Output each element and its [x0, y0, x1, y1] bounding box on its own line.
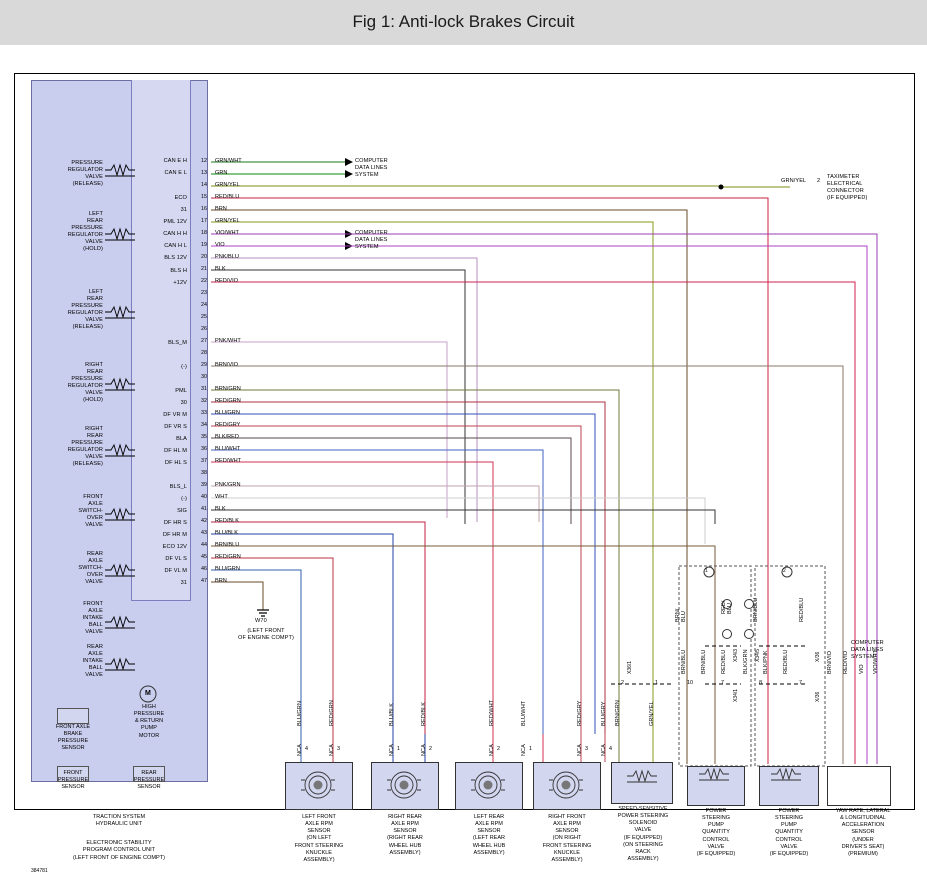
pin-number: 47 [201, 578, 207, 584]
ground-ref-label: W70 [255, 618, 267, 624]
valve-label: REAR AXLE INTAKE BALL VALVE [82, 644, 103, 678]
pin-number: 26 [201, 326, 207, 332]
wire-name: BRN/BLU [215, 542, 240, 548]
wire-name: GRN/WHT [215, 158, 242, 164]
page-title: Fig 1: Anti-lock Brakes Circuit [352, 12, 575, 31]
front-pressure-sensor-label: FRONT PRESSURE SENSOR [57, 770, 89, 791]
ps-pump1-caption: POWER STEERING PUMP QUANTITY CONTROL VALVE (IF EQUIPPED) [696, 808, 736, 857]
wire-name: GRN/YEL [215, 218, 240, 224]
signal-label: CAN E H [163, 158, 187, 164]
wire-label-vert: BRN/GRN [615, 700, 621, 726]
component-pin: 8 [759, 680, 762, 686]
wire-name: BRN [215, 206, 227, 212]
pin-number: 32 [201, 398, 207, 404]
pin-number: 35 [201, 434, 207, 440]
signal-label: (-) [181, 496, 187, 502]
signal-label: DF VR M [163, 412, 187, 418]
component-pin: 2 [621, 680, 624, 686]
wire-label-vert: GRN/YEL [649, 701, 655, 726]
nca-label: NCA [389, 744, 395, 756]
valve-label: REAR AXLE SWITCH- OVER VALVE [78, 551, 103, 585]
nca-label: NCA [489, 744, 495, 756]
pin-number: 12 [201, 158, 207, 164]
wire-name: VIO/WHT [215, 230, 239, 236]
wire-name: RED/GRN [215, 398, 241, 404]
wire-label-vert: BRN/ BLU [675, 608, 687, 622]
component-pin: 7 [721, 680, 724, 686]
pin-number: 20 [201, 254, 207, 260]
signal-label: BLA [176, 436, 187, 442]
nca-label: NCA [577, 744, 583, 756]
wire-label-vert: RED/BLU [799, 597, 805, 622]
wire-label-vert: VIO/WHT [873, 650, 879, 674]
wire-label-vert: RED/BLK [421, 702, 427, 726]
wire-label-vert: BRN/BLU [701, 649, 707, 674]
signal-label: PML [175, 388, 187, 394]
splice-label: X36/1 [627, 660, 633, 674]
wire-label-vert: BLU/GRN [297, 701, 303, 726]
pin-number: 23 [201, 290, 207, 296]
wire-label-vert: RED/GRY [577, 700, 583, 726]
figure-id: 384781 [31, 868, 48, 874]
ecu-title: ELECTRONIC STABILITY PROGRAM CONTROL UNIT (LEFT FRONT OF ENGINE COMPT) [72, 840, 166, 861]
signal-label: ECO [174, 195, 187, 201]
wire-label-vert: BLK/GRN [743, 649, 749, 674]
wire-label-vert: BLU/BLK [389, 702, 395, 726]
nca-label: NCA [329, 744, 335, 756]
signal-label: CAN H L [164, 243, 187, 249]
wire-name: BLU/GRN [215, 566, 240, 572]
valve-label: RIGHT REAR PRESSURE REGULATOR VALVE (HOLD) [67, 362, 103, 403]
valve-label: PRESSURE REGULATOR VALVE (RELEASE) [67, 160, 103, 187]
wire-label-vert: RED/VIO [843, 650, 849, 674]
component-pin: 1 [397, 746, 400, 752]
taximeter-wire-label: GRN/YEL [781, 178, 807, 184]
pin-number: 41 [201, 506, 207, 512]
signal-label: DF HR S [163, 520, 187, 526]
pin-number: 38 [201, 470, 207, 476]
computer-data-lines-3: COMPUTER DATA LINES SYSTEM [851, 640, 884, 660]
wire-name: PNK/BLU [215, 254, 239, 260]
valve-label: FRONT AXLE SWITCH- OVER VALVE [78, 494, 103, 528]
pin-number: 21 [201, 266, 207, 272]
motor-symbol-svg [15, 74, 215, 809]
valve-label: FRONT AXLE INTAKE BALL VALVE [82, 601, 103, 635]
signal-label: +12V [173, 280, 187, 286]
signal-label: (-) [181, 364, 187, 370]
ps-pump2-caption: POWER STEERING PUMP QUANTITY CONTROL VALVE (IF EQUIPPED) [769, 808, 809, 857]
nca-label: NCA [297, 744, 303, 756]
signal-label: DF HL S [165, 460, 187, 466]
wire-label-vert: VIO [859, 664, 865, 674]
pin-number: 24 [201, 302, 207, 308]
computer-data-lines-1: COMPUTER DATA LINES SYSTEM [355, 158, 388, 178]
wire-name: BLU/GRN [215, 410, 240, 416]
pin-number: 15 [201, 194, 207, 200]
wire-name: BLK [215, 266, 226, 272]
signal-label: SIG [177, 508, 187, 514]
pin-number: 29 [201, 362, 207, 368]
wire-name: BLK/RED [215, 434, 239, 440]
yaw-sensor-caption: YAW RATE, LATERAL & LONGITUDINAL ACCELERATION SENSOR (UNDER DRIVER'S SEAT) (PREMIUM) [835, 808, 891, 857]
ground-caption: (LEFT FRONT OF ENGINE COMPT) [238, 628, 294, 641]
pin-number: 17 [201, 218, 207, 224]
lr-sensor-caption: LEFT REAR AXLE RPM SENSOR (LEFT REAR WHEEL HUB ASSEMBLY) [472, 814, 506, 856]
rf-sensor-caption: RIGHT FRONT AXLE RPM SENSOR (ON RIGHT FRONT STEERING KNUCKLE ASSEMBLY) [542, 814, 592, 863]
signal-label: CAN E L [164, 170, 187, 176]
pin-number: 18 [201, 230, 207, 236]
signal-label: 30 [180, 400, 187, 406]
valve-label: LEFT REAR PRESSURE REGULATOR VALVE (RELEASE) [67, 289, 103, 330]
pin-number: 33 [201, 410, 207, 416]
wire-name: PNK/WHT [215, 338, 241, 344]
pin-number: 36 [201, 446, 207, 452]
pump-motor-label: HIGH PRESSURE & RETURN PUMP MOTOR [133, 704, 165, 739]
pin-number: 31 [201, 386, 207, 392]
component-pin: 2 [429, 746, 432, 752]
component-pin: 1 [529, 746, 532, 752]
valve-label: LEFT REAR PRESSURE REGULATOR VALVE (HOLD) [67, 211, 103, 252]
splice-number: 2 [783, 568, 786, 574]
taximeter-connector-label: TAXIMETER ELECTRICAL CONNECTOR (IF EQUIPPED) [827, 174, 868, 201]
wire-name: VIO [215, 242, 225, 248]
pin-number: 19 [201, 242, 207, 248]
pin-number: 13 [201, 170, 207, 176]
diagram-frame [14, 73, 915, 874]
signal-label: PML 12V [163, 219, 187, 225]
hydraulic-unit-label: TRACTION SYSTEM HYDRAULIC UNIT [92, 814, 146, 828]
splice-label: X34/5 [755, 648, 761, 662]
pin-number: 42 [201, 518, 207, 524]
pin-number: 30 [201, 374, 207, 380]
wire-label-vert: RED/ BLU [721, 600, 733, 614]
nca-label: NCA [601, 744, 607, 756]
signal-label: 31 [180, 207, 187, 213]
valve-label: RIGHT REAR PRESSURE REGULATOR VALVE (RELEASE) [67, 426, 103, 467]
pin-number: 45 [201, 554, 207, 560]
wire-name: RED/GRY [215, 422, 241, 428]
rear-pressure-sensor-label: REAR PRESSURE SENSOR [133, 770, 165, 791]
wire-name: WHT [215, 494, 228, 500]
speed-valve-caption: SPEED-SENSITIVE POWER STEERING SOLENOID VALVE (IF EQUIPPED) (ON STEERING RACK ASSEMBLY) [617, 806, 669, 862]
wire-name: BLU/WHT [215, 446, 241, 452]
nca-label: NCA [521, 744, 527, 756]
taximeter-pin: 2 [817, 178, 821, 184]
signal-label: BLS H [170, 268, 187, 274]
signal-label: DF HR M [162, 532, 187, 538]
wire-label-vert: RED/BLU [721, 649, 727, 674]
signal-label: DF HL M [164, 448, 187, 454]
wire-label-vert: RED/WHT [489, 699, 495, 726]
lf-sensor-caption: LEFT FRONT AXLE RPM SENSOR (ON LEFT FRONT STEERING KNUCKLE ASSEMBLY) [294, 814, 344, 863]
signal-label: 31 [180, 580, 187, 586]
wire-name: RED/BLK [215, 518, 239, 524]
wire-label-vert: BRN/BLU [681, 649, 687, 674]
pin-number: 28 [201, 350, 207, 356]
signal-label: BLS_M [168, 340, 187, 346]
splice-label: X/36 [815, 691, 821, 702]
wire-name: GRN [215, 170, 228, 176]
pin-number: 44 [201, 542, 207, 548]
wire-label-vert: BRN/VIO [827, 650, 833, 674]
signal-label: DF VL M [164, 568, 187, 574]
wire-name: RED/GRN [215, 554, 241, 560]
pin-number: 16 [201, 206, 207, 212]
pin-number: 43 [201, 530, 207, 536]
component-pin: 1 [655, 680, 658, 686]
component-pin: 2 [497, 746, 500, 752]
component-pin: 7 [799, 680, 802, 686]
wire-name: GRN/YEL [215, 182, 240, 188]
pin-number: 14 [201, 182, 207, 188]
wire-label-vert: RED/GRN [329, 700, 335, 726]
pin-number: 34 [201, 422, 207, 428]
wire-label-vert: BLU/GRY [601, 701, 607, 726]
component-pin: 3 [337, 746, 340, 752]
motor-symbol: M [145, 690, 151, 697]
signal-label: BLS 12V [164, 255, 187, 261]
wire-name: RED/VIO [215, 278, 239, 284]
wire-name: RED/BLU [215, 194, 240, 200]
wire-label-vert: BLU/WHT [521, 700, 527, 726]
wire-label-vert: RED/BLU [783, 649, 789, 674]
wire-label-vert: BLK/PNK [763, 650, 769, 674]
pin-number: 46 [201, 566, 207, 572]
splice-label: X34/3 [733, 648, 739, 662]
splice-number: 1 [705, 568, 708, 574]
wire-name: PNK/GRN [215, 482, 241, 488]
nca-label: NCA [421, 744, 427, 756]
signal-label: BLS_L [169, 484, 187, 490]
wire-name: BLK [215, 506, 226, 512]
pin-number: 40 [201, 494, 207, 500]
splice-label: X/36 [815, 651, 821, 662]
signal-label: DF VL S [165, 556, 187, 562]
front-axle-pressure-sensor-label: FRONT AXLE BRAKE PRESSURE SENSOR [55, 724, 91, 752]
signal-label: ECO 12V [162, 544, 187, 550]
component-pin: 10 [687, 680, 693, 686]
component-pin: 4 [609, 746, 612, 752]
rr-sensor-caption: RIGHT REAR AXLE RPM SENSOR (RIGHT REAR WHEEL HUB ASSEMBLY) [387, 814, 423, 856]
wire-name: BRN [215, 578, 227, 584]
wire-name: BLU/BLK [215, 530, 239, 536]
pin-number: 27 [201, 338, 207, 344]
wire-label-vert: BRN/BLU [753, 597, 759, 622]
pin-number: 37 [201, 458, 207, 464]
signal-label: CAN H H [163, 231, 187, 237]
splice-label: X34/1 [733, 688, 739, 702]
pin-number: 25 [201, 314, 207, 320]
signal-label: DF VR S [164, 424, 187, 430]
computer-data-lines-2: COMPUTER DATA LINES SYSTEM [355, 230, 388, 250]
wire-name: BRN/VIO [215, 362, 239, 368]
pin-number: 22 [201, 278, 207, 284]
wire-name: RED/WHT [215, 458, 242, 464]
wire-name: BRN/GRN [215, 386, 241, 392]
component-pin: 4 [305, 746, 308, 752]
component-pin: 3 [585, 746, 588, 752]
pin-number: 39 [201, 482, 207, 488]
